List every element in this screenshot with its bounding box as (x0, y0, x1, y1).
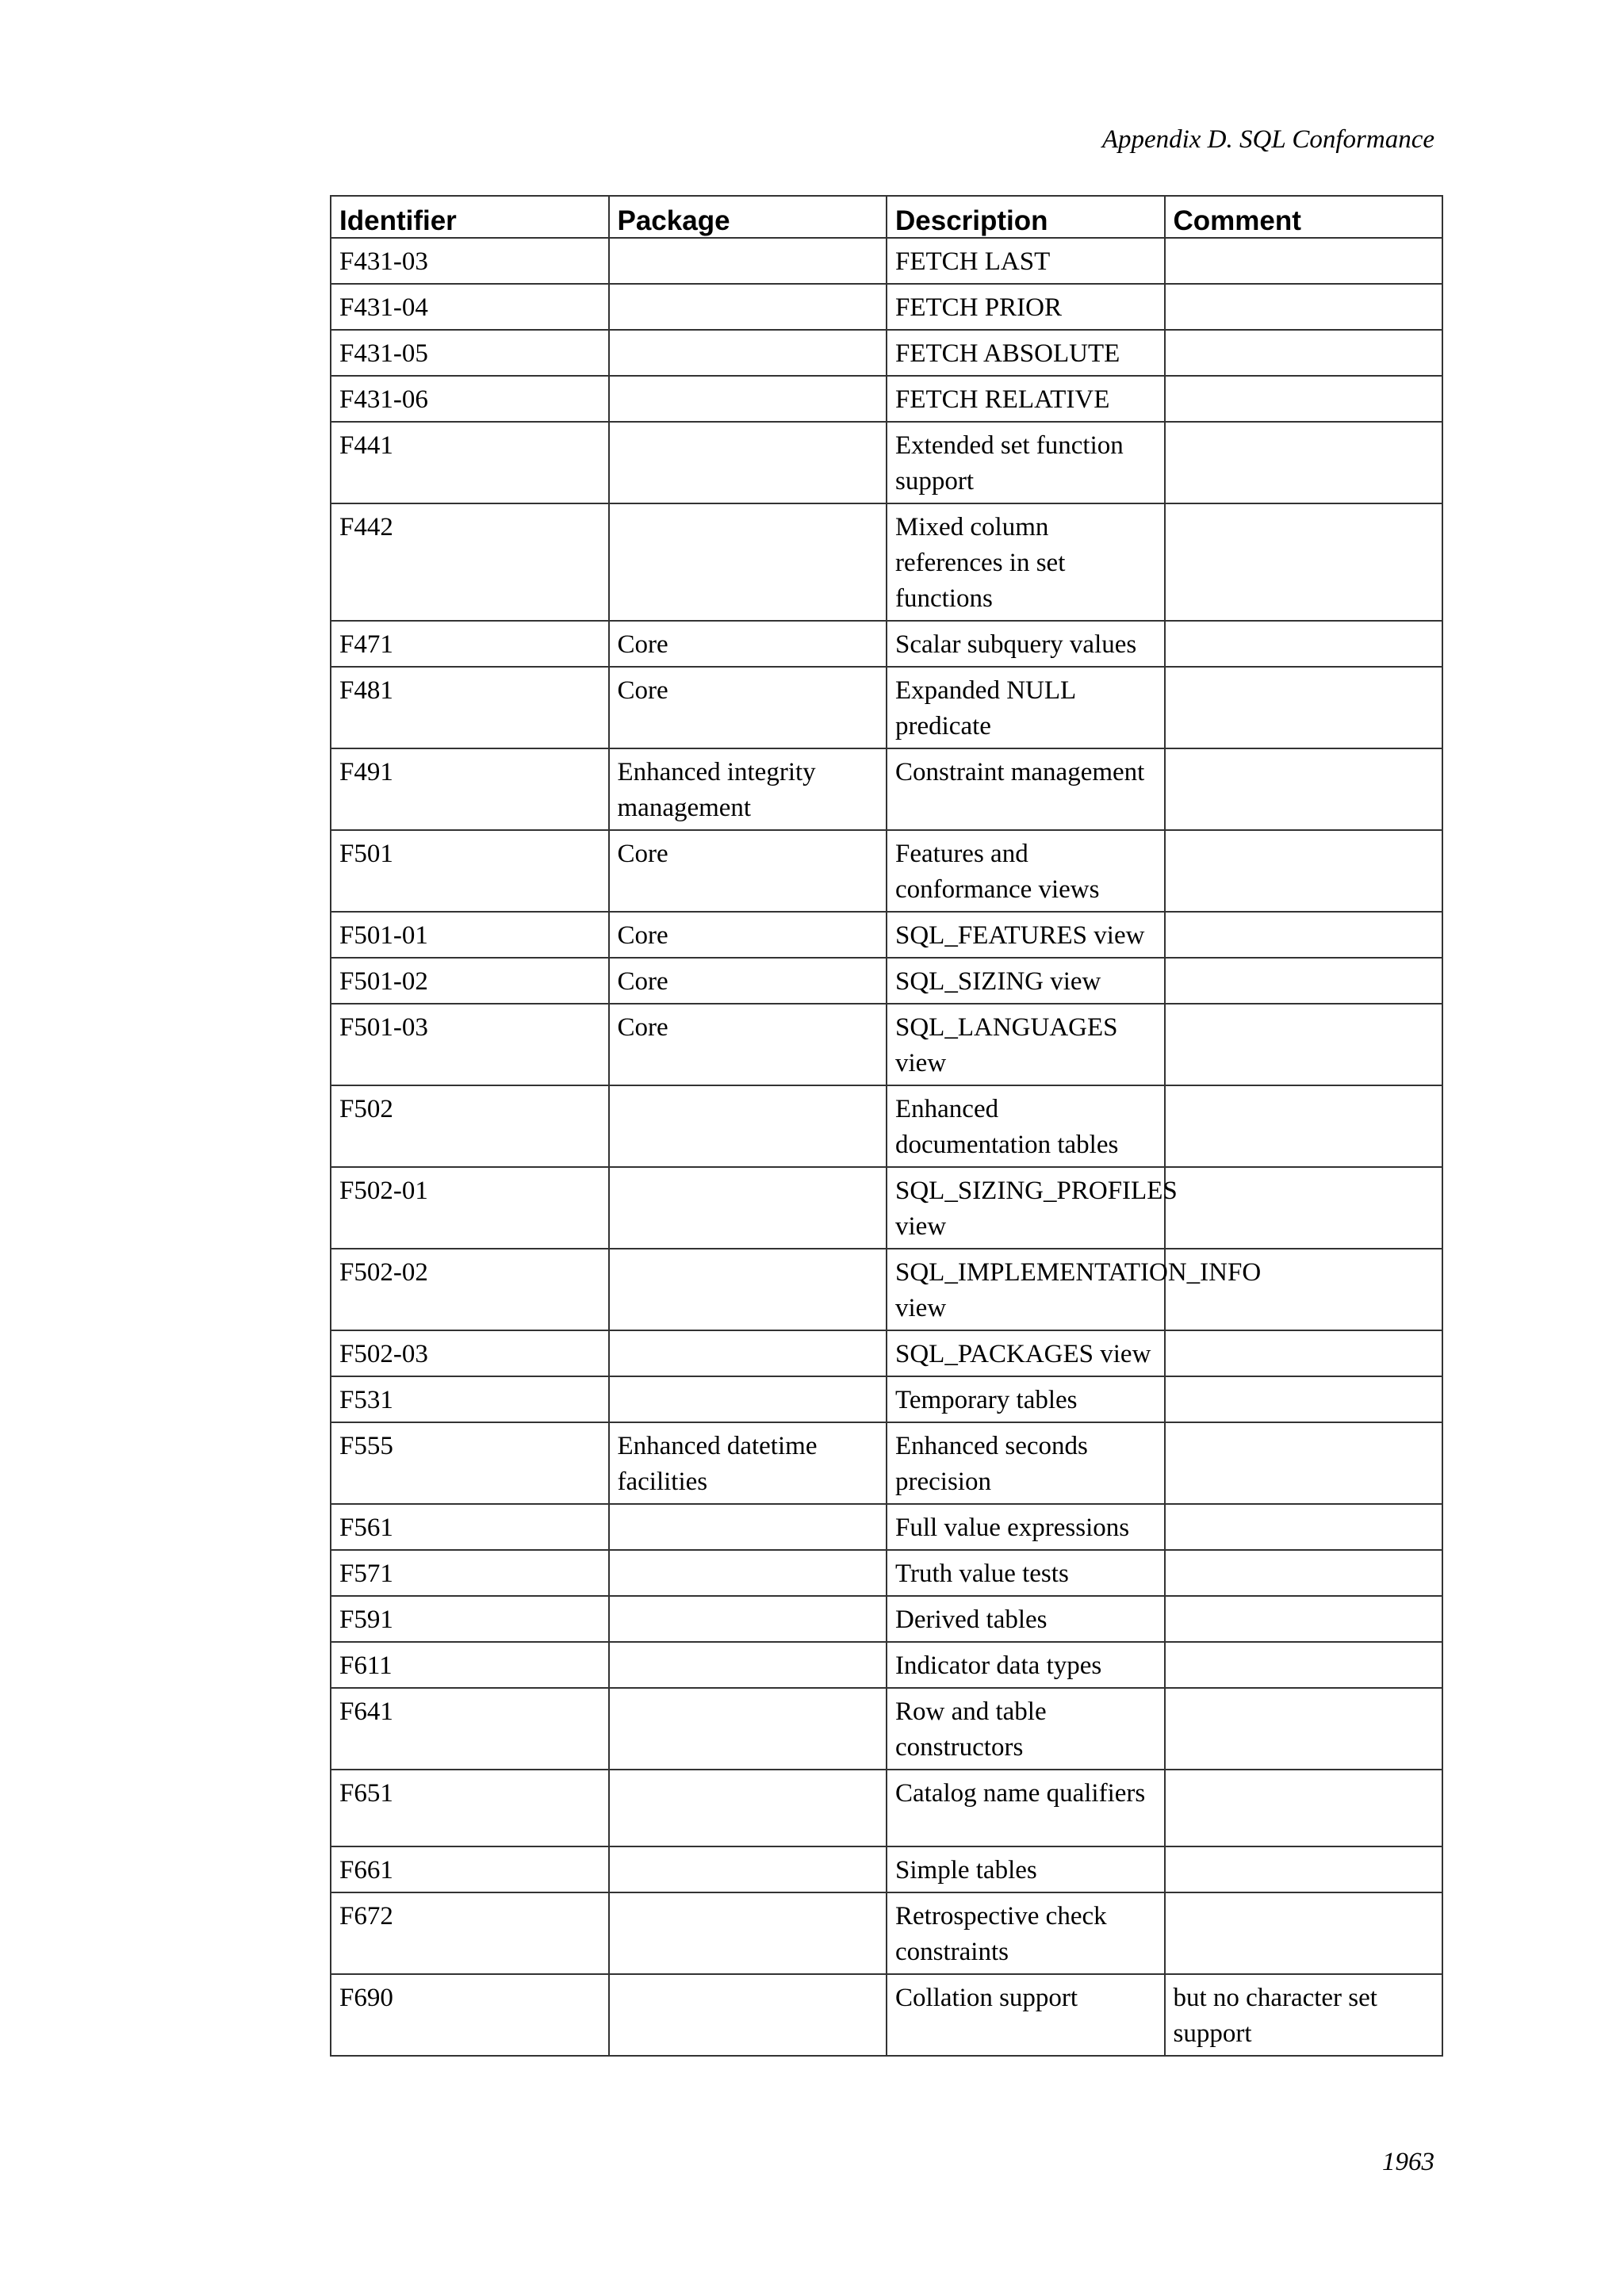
table-row (331, 1504, 1442, 1550)
cell-comment (1165, 1770, 1443, 1846)
cell-comment (1165, 503, 1443, 621)
column-header-identifier: Identifier (331, 196, 609, 238)
cell-package: Core (609, 1004, 887, 1085)
cell-identifier: F502 (331, 1085, 609, 1167)
cell-package: Core (609, 830, 887, 912)
cell-package (609, 1085, 887, 1167)
cell-description: Mixed column references in set functions (887, 503, 1165, 621)
cell-comment (1165, 1422, 1443, 1504)
cell-description: Full value expressions (887, 1504, 1165, 1550)
cell-identifier: F431-06 (331, 376, 609, 422)
cell-description: Constraint management (887, 748, 1165, 830)
cell-package: Core (609, 621, 887, 667)
column-header-package: Package (609, 196, 887, 238)
table-row (331, 1846, 1442, 1892)
page-number: 1963 (1382, 2148, 1434, 2176)
cell-package (609, 1688, 887, 1770)
cell-identifier: F471 (331, 621, 609, 667)
cell-description: FETCH LAST (887, 238, 1165, 284)
cell-description: SQL_SIZING_PROFILES view (887, 1167, 1165, 1249)
cell-description: Temporary tables (887, 1376, 1165, 1422)
table-row (331, 667, 1442, 748)
table-row (331, 1596, 1442, 1642)
cell-comment (1165, 1596, 1443, 1642)
cell-package (609, 1504, 887, 1550)
cell-identifier: F431-03 (331, 238, 609, 284)
cell-package (609, 1846, 887, 1892)
cell-description: Indicator data types (887, 1642, 1165, 1688)
cell-identifier: F431-05 (331, 330, 609, 376)
cell-comment (1165, 1504, 1443, 1550)
cell-identifier: F501-01 (331, 912, 609, 958)
cell-description: SQL_FEATURES view (887, 912, 1165, 958)
cell-package (609, 1974, 887, 2056)
cell-package (609, 1770, 887, 1846)
cell-identifier: F481 (331, 667, 609, 748)
cell-package (609, 238, 887, 284)
table-row (331, 748, 1442, 830)
cell-description: Truth value tests (887, 1550, 1165, 1596)
cell-package (609, 330, 887, 376)
cell-package (609, 376, 887, 422)
cell-identifier: F441 (331, 422, 609, 503)
cell-identifier: F502-03 (331, 1330, 609, 1376)
cell-package (609, 1330, 887, 1376)
cell-comment (1165, 1846, 1443, 1892)
cell-comment (1165, 284, 1443, 330)
cell-description: SQL_LANGUAGES view (887, 1004, 1165, 1085)
cell-description: SQL_PACKAGES view (887, 1330, 1165, 1376)
cell-comment (1165, 830, 1443, 912)
cell-package (609, 1642, 887, 1688)
cell-description: Extended set function support (887, 422, 1165, 503)
table-row (331, 830, 1442, 912)
cell-identifier: F571 (331, 1550, 609, 1596)
cell-package (609, 1596, 887, 1642)
cell-description: Features and conformance views (887, 830, 1165, 912)
table-row (331, 1004, 1442, 1085)
cell-package (609, 1376, 887, 1422)
table-row (331, 422, 1442, 503)
cell-comment (1165, 238, 1443, 284)
cell-description: Scalar subquery values (887, 621, 1165, 667)
cell-package (609, 1167, 887, 1249)
table-row (331, 1167, 1442, 1249)
table-row (331, 1330, 1442, 1376)
table-row (331, 1642, 1442, 1688)
table-header (331, 196, 1442, 238)
cell-description: Collation support (887, 1974, 1165, 2056)
header-row (331, 196, 1442, 238)
cell-comment: but no character set support (1165, 1974, 1443, 2056)
cell-comment (1165, 1642, 1443, 1688)
cell-package (609, 1550, 887, 1596)
cell-package (609, 1892, 887, 1974)
cell-comment (1165, 1167, 1443, 1249)
cell-package (609, 422, 887, 503)
cell-identifier: F442 (331, 503, 609, 621)
table-row (331, 238, 1442, 284)
cell-identifier: F555 (331, 1422, 609, 1504)
table-row (331, 1422, 1442, 1504)
sql-conformance-table (330, 195, 1443, 2057)
cell-comment (1165, 1550, 1443, 1596)
cell-identifier: F501 (331, 830, 609, 912)
cell-identifier: F611 (331, 1642, 609, 1688)
cell-comment (1165, 1376, 1443, 1422)
running-header: Appendix D. SQL Conformance (1101, 125, 1434, 154)
table-row (331, 503, 1442, 621)
cell-description: Expanded NULL predicate (887, 667, 1165, 748)
cell-package (609, 1249, 887, 1330)
table-row (331, 1550, 1442, 1596)
column-header-description: Description (887, 196, 1165, 238)
cell-comment (1165, 1330, 1443, 1376)
cell-comment (1165, 1004, 1443, 1085)
table-row (331, 1770, 1442, 1846)
table-row (331, 1974, 1442, 2056)
cell-comment (1165, 422, 1443, 503)
table-body (331, 238, 1442, 2056)
table-row (331, 1892, 1442, 1974)
cell-description: Retrospective check constraints (887, 1892, 1165, 1974)
cell-description: FETCH ABSOLUTE (887, 330, 1165, 376)
table-row (331, 958, 1442, 1004)
cell-identifier: F561 (331, 1504, 609, 1550)
cell-identifier: F491 (331, 748, 609, 830)
cell-identifier: F502-01 (331, 1167, 609, 1249)
cell-description: Enhanced documentation tables (887, 1085, 1165, 1167)
cell-description: FETCH RELATIVE (887, 376, 1165, 422)
cell-identifier: F690 (331, 1974, 609, 2056)
cell-identifier: F531 (331, 1376, 609, 1422)
cell-identifier: F641 (331, 1688, 609, 1770)
cell-description: SQL_IMPLEMENTATION_INFO view (887, 1249, 1165, 1330)
cell-description: Catalog name qualifiers (887, 1770, 1165, 1846)
table-row (331, 1688, 1442, 1770)
cell-description: Simple tables (887, 1846, 1165, 1892)
cell-description: Row and table constructors (887, 1688, 1165, 1770)
cell-identifier: F661 (331, 1846, 609, 1892)
table-row (331, 1249, 1442, 1330)
cell-comment (1165, 621, 1443, 667)
cell-identifier: F431-04 (331, 284, 609, 330)
table-row (331, 621, 1442, 667)
cell-package: Core (609, 667, 887, 748)
cell-comment (1165, 748, 1443, 830)
cell-comment (1165, 1688, 1443, 1770)
table-row (331, 284, 1442, 330)
table-row (331, 376, 1442, 422)
cell-comment (1165, 958, 1443, 1004)
cell-description: Enhanced seconds precision (887, 1422, 1165, 1504)
cell-identifier: F501-03 (331, 1004, 609, 1085)
cell-comment (1165, 376, 1443, 422)
cell-comment (1165, 667, 1443, 748)
cell-identifier: F502-02 (331, 1249, 609, 1330)
table-row (331, 912, 1442, 958)
cell-identifier: F591 (331, 1596, 609, 1642)
cell-identifier: F501-02 (331, 958, 609, 1004)
cell-comment (1165, 1892, 1443, 1974)
table-row (331, 330, 1442, 376)
cell-description: Derived tables (887, 1596, 1165, 1642)
table-row (331, 1085, 1442, 1167)
cell-description: SQL_SIZING view (887, 958, 1165, 1004)
cell-package: Core (609, 912, 887, 958)
cell-package (609, 503, 887, 621)
cell-package (609, 284, 887, 330)
column-header-comment: Comment (1165, 196, 1443, 238)
cell-comment (1165, 1085, 1443, 1167)
cell-comment (1165, 912, 1443, 958)
cell-package: Core (609, 958, 887, 1004)
cell-identifier: F651 (331, 1770, 609, 1846)
cell-comment (1165, 330, 1443, 376)
cell-identifier: F672 (331, 1892, 609, 1974)
cell-description: FETCH PRIOR (887, 284, 1165, 330)
table-row (331, 1376, 1442, 1422)
cell-package: Enhanced integrity management (609, 748, 887, 830)
cell-package: Enhanced datetime facilities (609, 1422, 887, 1504)
